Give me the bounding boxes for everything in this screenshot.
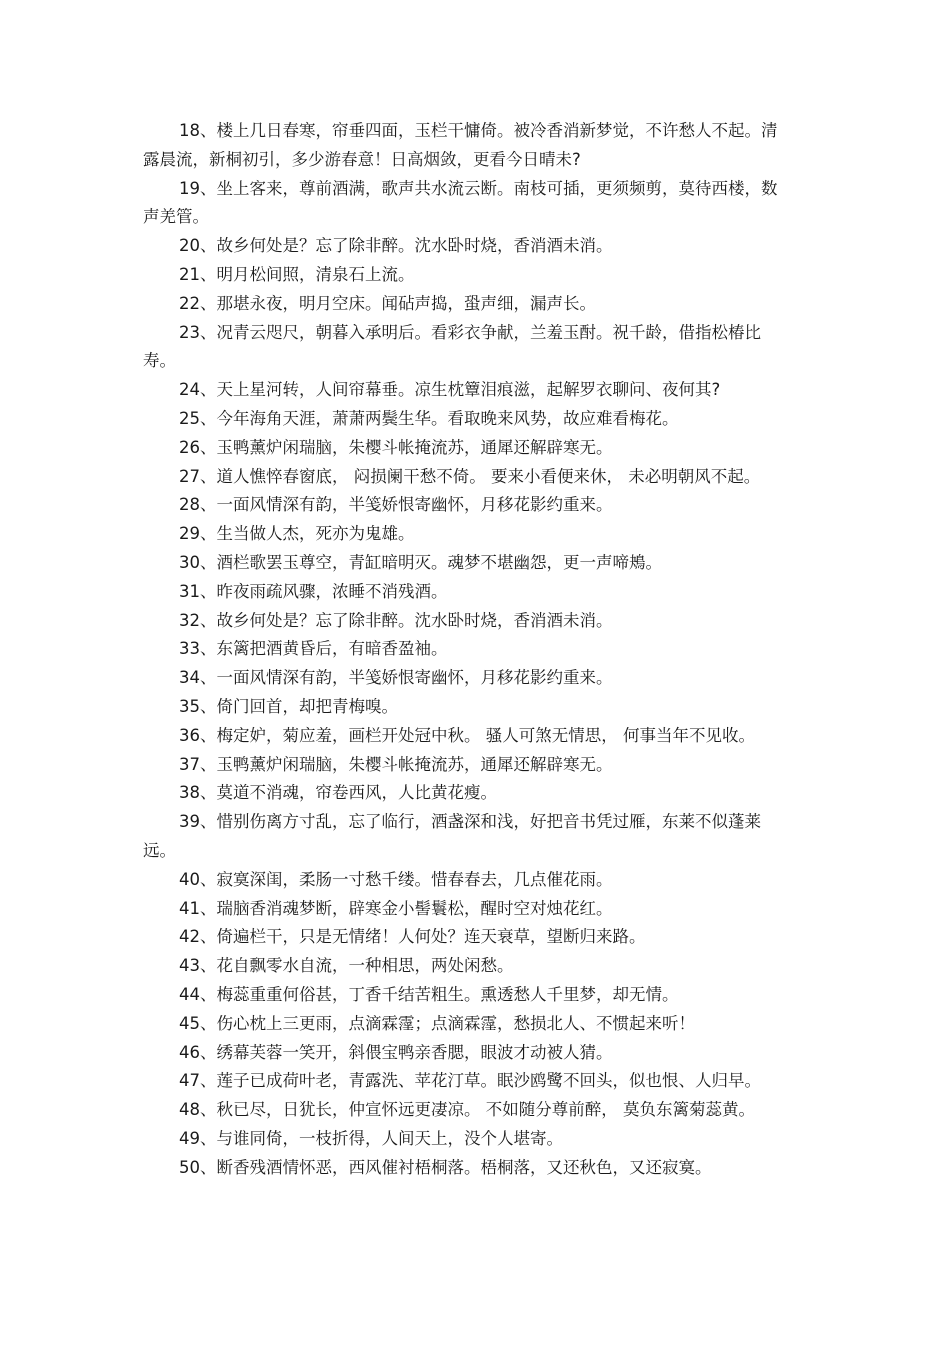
entry-text: 道人憔悴春窗底， 闷损阑干愁不倚。 要来小看便来休， 未必明朝风不起。 bbox=[216, 466, 761, 486]
entry-47 bbox=[143, 1067, 793, 1096]
entry-number: 43、 bbox=[179, 956, 217, 976]
entry-number: 44、 bbox=[179, 984, 217, 1004]
entry-29 bbox=[143, 520, 793, 549]
entry-40 bbox=[143, 866, 793, 895]
entry-number: 29、 bbox=[179, 524, 217, 544]
entry-19 bbox=[143, 175, 793, 233]
entry-18 bbox=[143, 117, 793, 175]
entry-text: 梅蕊重重何俗甚，丁香千结苦粗生。熏透愁人千里梦，却无情。 bbox=[216, 984, 679, 1004]
entry-37 bbox=[143, 751, 793, 780]
entry-number: 27、 bbox=[179, 466, 217, 486]
entry-41 bbox=[143, 895, 793, 924]
entry-30 bbox=[143, 549, 793, 578]
entry-number: 31、 bbox=[179, 581, 217, 601]
entry-number: 33、 bbox=[179, 639, 217, 659]
entry-text: 那堪永夜，明月空床。闻砧声捣，蛩声细，漏声长。 bbox=[216, 293, 596, 313]
entry-text: 秋已尽，日犹长，仲宣怀远更凄凉。 不如随分尊前醉， 莫负东篱菊蕊黄。 bbox=[216, 1100, 755, 1120]
entry-number: 26、 bbox=[179, 437, 217, 457]
entry-36 bbox=[143, 722, 793, 751]
entry-text: 伤心枕上三更雨，点滴霖霪；点滴霖霪，愁损北人、不惯起来听！ bbox=[216, 1013, 695, 1033]
entry-text: 倚遍栏干，只是无情绪！人何处？连天衰草，望断归来路。 bbox=[216, 927, 646, 947]
entry-text: 绣幕芙蓉一笑开，斜偎宝鸭亲香腮，眼波才动被人猜。 bbox=[216, 1042, 613, 1062]
entry-number: 38、 bbox=[179, 783, 217, 803]
entry-number: 24、 bbox=[179, 380, 217, 400]
entry-number: 40、 bbox=[179, 869, 217, 889]
entry-text: 与谁同倚，一枝折得，人间天上，没个人堪寄。 bbox=[216, 1128, 563, 1148]
entry-text: 寂寞深闺，柔肠一寸愁千缕。惜春春去，几点催花雨。 bbox=[216, 869, 613, 889]
entry-text: 梅定妒，菊应羞，画栏开处冠中秋。 骚人可煞无情思， 何事当年不见收。 bbox=[216, 725, 755, 745]
entry-number: 20、 bbox=[179, 236, 217, 256]
entry-number: 46、 bbox=[179, 1042, 217, 1062]
entry-text: 花自飘零水自流，一种相思，两处闲愁。 bbox=[216, 956, 514, 976]
entry-27 bbox=[143, 463, 793, 492]
entry-48 bbox=[143, 1096, 793, 1125]
entry-31 bbox=[143, 578, 793, 607]
entry-text: 生当做人杰，死亦为鬼雄。 bbox=[216, 524, 415, 544]
entry-text: 玉鸭薰炉闲瑞脑，朱樱斗帐掩流苏，通犀还解辟寒无。 bbox=[216, 754, 613, 774]
entry-text: 东篱把酒黄昏后，有暗香盈袖。 bbox=[216, 639, 448, 659]
entry-20 bbox=[143, 232, 793, 261]
entry-number: 28、 bbox=[179, 495, 217, 515]
entry-text: 莫道不消魂，帘卷西风，人比黄花瘦。 bbox=[216, 783, 497, 803]
document-body bbox=[143, 117, 793, 1182]
entry-number: 35、 bbox=[179, 696, 217, 716]
entry-text: 明月松间照，清泉石上流。 bbox=[216, 264, 415, 284]
entry-number: 45、 bbox=[179, 1013, 217, 1033]
entry-text: 一面风情深有韵，半笺娇恨寄幽怀，月移花影约重来。 bbox=[216, 495, 613, 515]
entry-23 bbox=[143, 319, 793, 377]
entry-text: 故乡何处是？忘了除非醉。沈水卧时烧，香消酒未消。 bbox=[216, 236, 613, 256]
entry-number: 47、 bbox=[179, 1071, 217, 1091]
entry-35 bbox=[143, 693, 793, 722]
entry-33 bbox=[143, 635, 793, 664]
entry-43 bbox=[143, 952, 793, 981]
entry-number: 50、 bbox=[179, 1157, 217, 1177]
entry-text: 莲子已成荷叶老，青露洗、苹花汀草。眠沙鸥鹭不回头，似也恨、人归早。 bbox=[216, 1071, 761, 1091]
entry-text: 况青云咫尺，朝暮入承明后。看彩衣争献，兰羞玉酎。祝千龄，借指松椿比寿。 bbox=[143, 322, 761, 371]
entry-24 bbox=[143, 376, 793, 405]
entry-number: 22、 bbox=[179, 293, 217, 313]
entry-number: 19、 bbox=[179, 178, 217, 198]
entry-32 bbox=[143, 607, 793, 636]
entry-38 bbox=[143, 779, 793, 808]
entry-25 bbox=[143, 405, 793, 434]
entry-text: 断香残酒情怀恶，西风催衬梧桐落。梧桐落，又还秋色，又还寂寞。 bbox=[216, 1157, 712, 1177]
entry-44 bbox=[143, 981, 793, 1010]
entry-text: 酒栏歌罢玉尊空，青缸暗明灭。魂梦不堪幽怨，更一声啼鴂。 bbox=[216, 552, 662, 572]
entry-number: 48、 bbox=[179, 1100, 217, 1120]
entry-number: 41、 bbox=[179, 898, 217, 918]
entry-text: 故乡何处是？忘了除非醉。沈水卧时烧，香消酒未消。 bbox=[216, 610, 613, 630]
entry-50 bbox=[143, 1154, 793, 1183]
entry-34 bbox=[143, 664, 793, 693]
entry-26 bbox=[143, 434, 793, 463]
entry-text: 一面风情深有韵，半笺娇恨寄幽怀，月移花影约重来。 bbox=[216, 668, 613, 688]
entry-21 bbox=[143, 261, 793, 290]
entry-text: 天上星河转，人间帘幕垂。凉生枕簟泪痕滋，起解罗衣聊问、夜何其? bbox=[216, 380, 721, 400]
entry-text: 惜别伤离方寸乱，忘了临行，酒盏深和浅，好把音书凭过雁，东莱不似蓬莱远。 bbox=[143, 812, 761, 860]
entry-49 bbox=[143, 1125, 793, 1154]
entry-number: 23、 bbox=[179, 322, 217, 342]
entry-number: 25、 bbox=[179, 408, 217, 428]
entry-text: 玉鸭薰炉闲瑞脑，朱樱斗帐掩流苏，通犀还解辟寒无。 bbox=[216, 437, 613, 457]
entry-number: 36、 bbox=[179, 725, 217, 745]
entry-number: 37、 bbox=[179, 754, 217, 774]
entry-number: 39、 bbox=[179, 812, 217, 832]
entry-number: 30、 bbox=[179, 552, 217, 572]
entry-number: 21、 bbox=[179, 264, 217, 284]
entry-46 bbox=[143, 1039, 793, 1068]
entry-number: 42、 bbox=[179, 927, 217, 947]
entry-number: 32、 bbox=[179, 610, 217, 630]
entry-45 bbox=[143, 1010, 793, 1039]
entry-22 bbox=[143, 290, 793, 319]
entry-42 bbox=[143, 923, 793, 952]
entry-text: 今年海角天涯，萧萧两鬓生华。看取晚来风势，故应难看梅花。 bbox=[216, 408, 679, 428]
entry-text: 楼上几日春寒，帘垂四面，玉栏干慵倚。被冷香消新梦觉，不许愁人不起。清露晨流，新桐初引，多少游春意！日高烟敛，更看今日晴未? bbox=[143, 121, 778, 169]
entry-text: 倚门回首，却把青梅嗅。 bbox=[216, 696, 398, 716]
entry-text: 昨夜雨疏风骤，浓睡不消残酒。 bbox=[216, 581, 448, 601]
entry-text: 瑞脑香消魂梦断，辟寒金小髻鬟松，醒时空对烛花红。 bbox=[216, 898, 613, 918]
entry-28 bbox=[143, 491, 793, 520]
entry-number: 49、 bbox=[179, 1128, 217, 1148]
entry-text: 坐上客来，尊前酒满，歌声共水流云断。南枝可插，更须频剪，莫待西楼，数声羌管。 bbox=[143, 178, 778, 227]
entry-39 bbox=[143, 808, 793, 866]
entry-number: 34、 bbox=[179, 668, 217, 688]
entry-number: 18、 bbox=[179, 121, 217, 140]
